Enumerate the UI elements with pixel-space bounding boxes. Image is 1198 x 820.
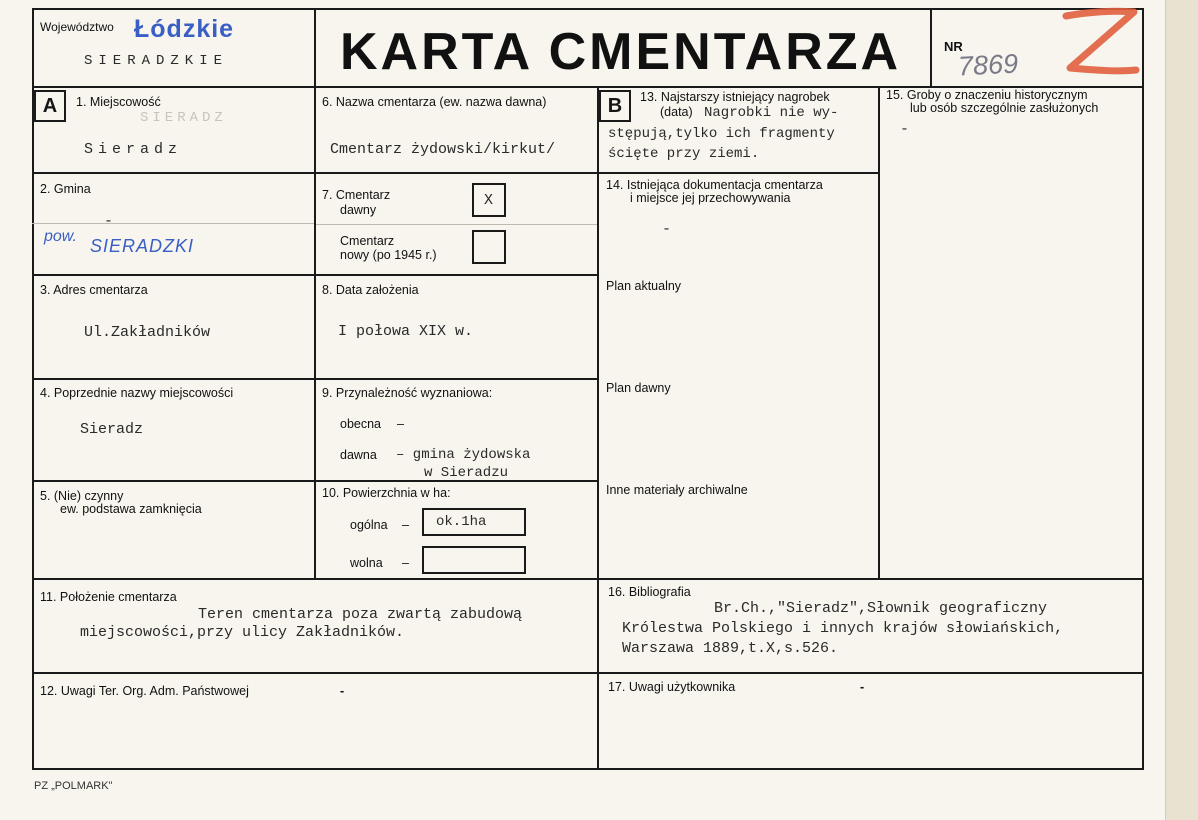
rule-f2-inner — [32, 223, 315, 224]
field-9-label: 9. Przynależność wyznaniowa: — [322, 386, 493, 400]
field-12-value: - — [340, 684, 345, 698]
inne-materialy-label: Inne materiały archiwalne — [606, 483, 748, 497]
field-10-wolna-label: wolna — [350, 556, 383, 570]
vrule-b-right — [878, 86, 880, 578]
field-12-label: 12. Uwagi Ter. Org. Adm. Państwowej — [40, 684, 249, 698]
field-10-wolna-dash: – — [402, 556, 409, 570]
section-a-letter: A — [34, 90, 66, 122]
field-15-value: - — [900, 121, 910, 138]
field-15-label-1: 15. Groby o znaczeniu historycznym — [886, 88, 1088, 102]
field-7-dawny-checkbox[interactable] — [472, 183, 506, 217]
field-4-value: Sieradz — [80, 421, 144, 438]
category-z-mark — [1058, 6, 1140, 80]
field-13-value-3: ścięte przy ziemi. — [608, 146, 760, 162]
field-7-label-4: nowy (po 1945 r.) — [340, 248, 437, 262]
field-7-nowy-checkbox[interactable] — [472, 230, 506, 264]
field-2-hand-prefix: pow. — [44, 228, 77, 245]
field-8-value: I połowa XIX w. — [338, 323, 474, 340]
field-1-value: Sieradz — [84, 141, 183, 158]
field-9-dawna-value-1: – gmina żydowska — [396, 447, 531, 463]
field-7-dawny-check: X — [484, 192, 494, 209]
nr-label: NR — [944, 39, 963, 54]
field-17-label: 17. Uwagi użytkownika — [608, 680, 736, 694]
field-16-value-2: Królestwa Polskiego i innych krajów słowiańskich, — [622, 620, 1064, 637]
field-8-label: 8. Data założenia — [322, 283, 419, 297]
field-1-label: 1. Miejscowość — [76, 95, 161, 109]
plan-dawny-label: Plan dawny — [606, 381, 671, 395]
field-16-value-3: Warszawa 1889,t.X,s.526. — [622, 640, 839, 657]
field-16-label: 16. Bibliografia — [608, 585, 691, 599]
field-7-label-1: 7. Cmentarz — [322, 188, 391, 202]
field-3-label: 3. Adres cmentarza — [40, 283, 148, 297]
field-10-ogolna-box[interactable] — [422, 508, 526, 536]
field-13-label-1: 13. Najstarszy istniejący nagrobek — [640, 90, 830, 104]
card-edge — [1165, 0, 1198, 820]
rule-f13 — [598, 172, 880, 174]
field-7-label-2: dawny — [340, 203, 377, 217]
rule-row5 — [32, 578, 1144, 580]
field-10-wolna-box[interactable] — [422, 546, 526, 574]
field-4-label: 4. Poprzednie nazwy miejscowości — [40, 386, 234, 400]
field-6-label: 6. Nazwa cmentarza (ew. nazwa dawna) — [322, 95, 547, 109]
wojewodztwo-handwritten: Łódzkie — [134, 15, 235, 43]
field-15-label-2: lub osób szczególnie zasłużonych — [910, 101, 1099, 115]
field-1-faded: SIERADZ — [140, 110, 227, 126]
rule-f7-inner — [315, 224, 598, 225]
field-11-value-1: Teren cmentarza poza zwartą zabudową — [198, 606, 523, 623]
vrule-ab-left — [314, 86, 316, 578]
field-2-label: 2. Gmina — [40, 182, 91, 196]
field-10-ogolna-label: ogólna — [350, 518, 388, 532]
field-9-dawna-label: dawna — [340, 448, 377, 462]
field-5-label-2: ew. podstawa zamknięcia — [60, 502, 202, 516]
field-11-label: 11. Położenie cmentarza — [40, 590, 177, 604]
rule-row6 — [32, 672, 1144, 674]
field-13-value-1: Nagrobki nie wy- — [704, 105, 839, 121]
field-6-value: Cmentarz żydowski/kirkut/ — [330, 141, 556, 158]
wojewodztwo-typed: SIERADZKIE — [84, 53, 229, 69]
field-9-obecna-value: – — [397, 417, 404, 431]
field-5-label-1: 5. (Nie) czynny — [40, 489, 124, 503]
vrule-title-left — [314, 8, 316, 86]
vrule-ab-center — [597, 86, 599, 770]
field-3-value: Ul.Zakładników — [84, 324, 211, 341]
field-2-value: - — [104, 213, 114, 230]
field-14-value: - — [662, 221, 672, 238]
field-16-value-1: Br.Ch.,"Sieradz",Słownik geograficzny — [714, 600, 1048, 617]
plan-aktualny-label: Plan aktualny — [606, 279, 682, 293]
field-13-value-2: stępują,tylko ich fragmenty — [608, 126, 835, 142]
section-b-letter: B — [599, 90, 631, 122]
field-14-label-2: i miejsce jej przechowywania — [630, 191, 791, 205]
vrule-title-right — [930, 8, 932, 86]
nr-handwritten: 7869 — [957, 48, 1019, 82]
field-13-label-2: (data) — [660, 105, 693, 119]
field-10-ogolna-value: ok.1ha — [436, 514, 487, 530]
field-7-label-3: Cmentarz — [340, 234, 395, 248]
field-10-label: 10. Powierzchnia w ha: — [322, 486, 451, 500]
field-9-dawna-value-2: w Sieradzu — [424, 465, 509, 481]
field-9-obecna-label: obecna — [340, 417, 382, 431]
page-title: KARTA CMENTARZA — [340, 23, 902, 81]
wojewodztwo-label: Województwo — [40, 20, 114, 34]
field-2-hand-value: SIERADZKI — [90, 236, 195, 256]
printer-imprint: PZ „POLMARK" — [34, 780, 113, 792]
field-10-ogolna-dash: – — [402, 518, 409, 532]
field-11-value-2: miejscowości,przy ulicy Zakładników. — [80, 624, 405, 641]
field-14-label-1: 14. Istniejąca dokumentacja cmentarza — [606, 178, 823, 192]
field-17-value: - — [860, 680, 865, 694]
